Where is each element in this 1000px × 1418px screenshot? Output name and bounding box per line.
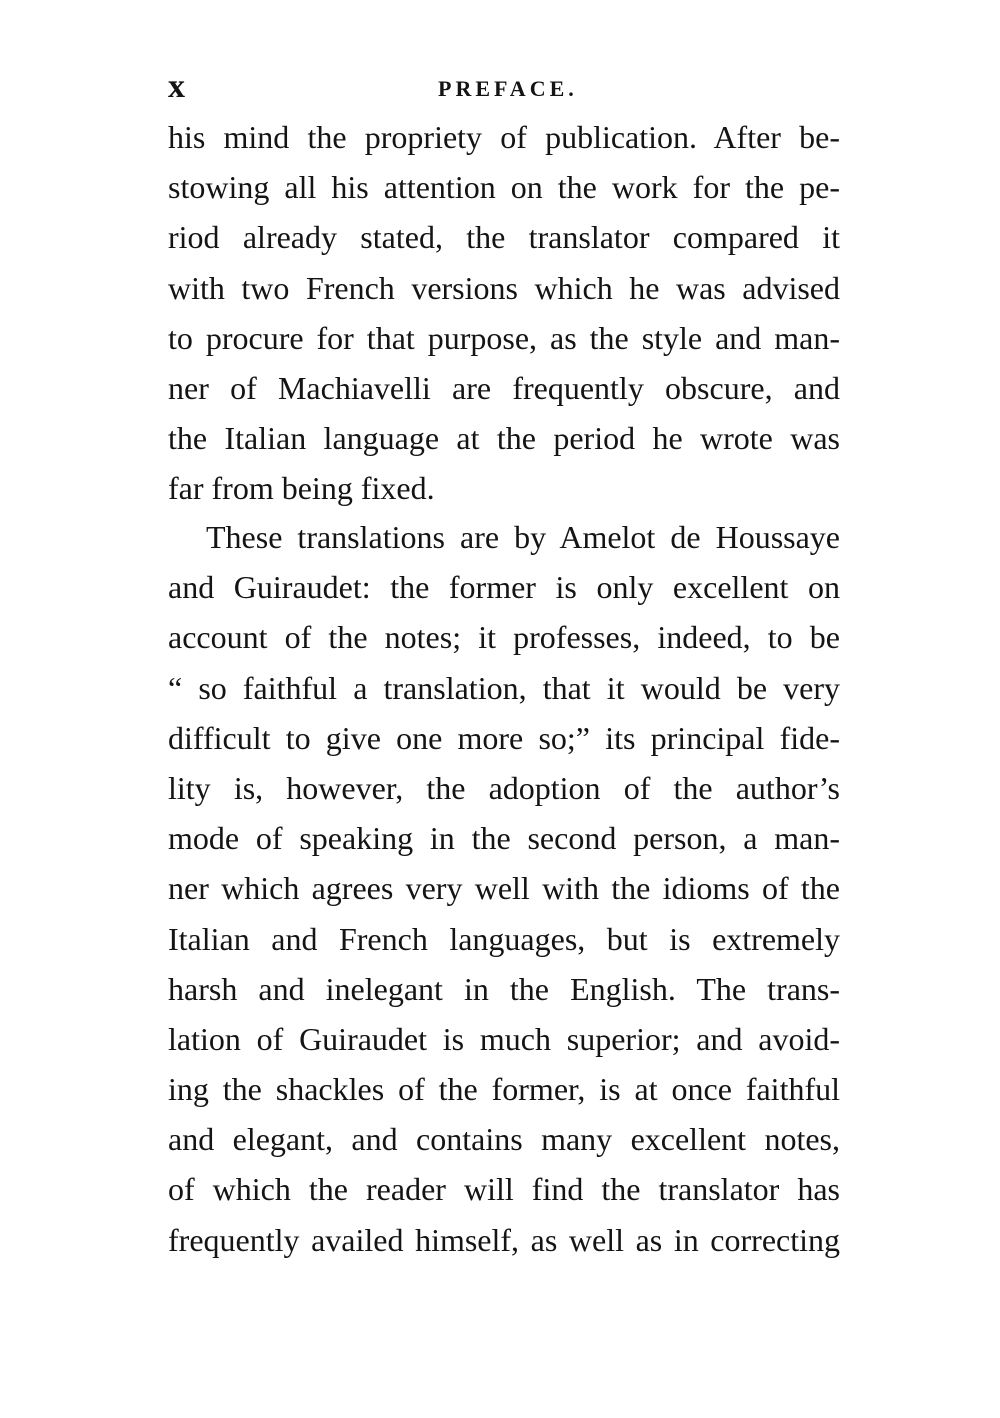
text-line: of which the reader will find the translator has: [168, 1171, 840, 1208]
text-line: “ so faithful a translation, that it would be very: [168, 669, 840, 706]
running-head: PREFACE.: [438, 76, 578, 101]
text-line: riod already stated, the translator compared it: [168, 219, 840, 256]
paragraph-translations: [168, 512, 840, 1265]
text-line: lation of Guiraudet is much superior; and avoid-: [168, 1020, 840, 1057]
text-line: These translations are by Amelot de Houssaye: [206, 519, 840, 555]
text-line: the Italian language at the period he wrote was: [168, 420, 840, 457]
text-line: ner which agrees very well with the idioms of the: [168, 870, 840, 907]
text-line: ing the shackles of the former, is at once faithful: [168, 1071, 840, 1108]
text-line: ner of Machiavelli are frequently obscure, and: [168, 369, 840, 406]
text-line: account of the notes; it professes, indeed, to be: [168, 619, 840, 656]
text-line: lity is, however, the adoption of the author’s: [168, 769, 840, 806]
text-line: harsh and inelegant in the English. The trans-: [168, 970, 840, 1007]
page-number: x: [168, 68, 186, 105]
text-line: difficult to give one more so;” its principal fide-: [168, 719, 840, 756]
text-line: frequently availed himself, as well as in correcting: [168, 1221, 840, 1258]
text-line: to procure for that purpose, as the style and man-: [168, 319, 840, 356]
text-line: and elegant, and contains many excellent notes,: [168, 1121, 840, 1158]
text-line: with two French versions which he was advised: [168, 269, 840, 306]
text-line: mode of speaking in the second person, a man-: [168, 820, 840, 857]
text-line: stowing all his attention on the work for the pe-: [168, 169, 840, 206]
text-line: far from being fixed.: [168, 470, 435, 507]
text-line: his mind the propriety of publication. After be-: [168, 119, 840, 155]
text-line: and Guiraudet: the former is only excellent on: [168, 569, 840, 606]
paragraph-continuation: [168, 112, 840, 514]
text-line: Italian and French languages, but is extremely: [168, 920, 840, 957]
